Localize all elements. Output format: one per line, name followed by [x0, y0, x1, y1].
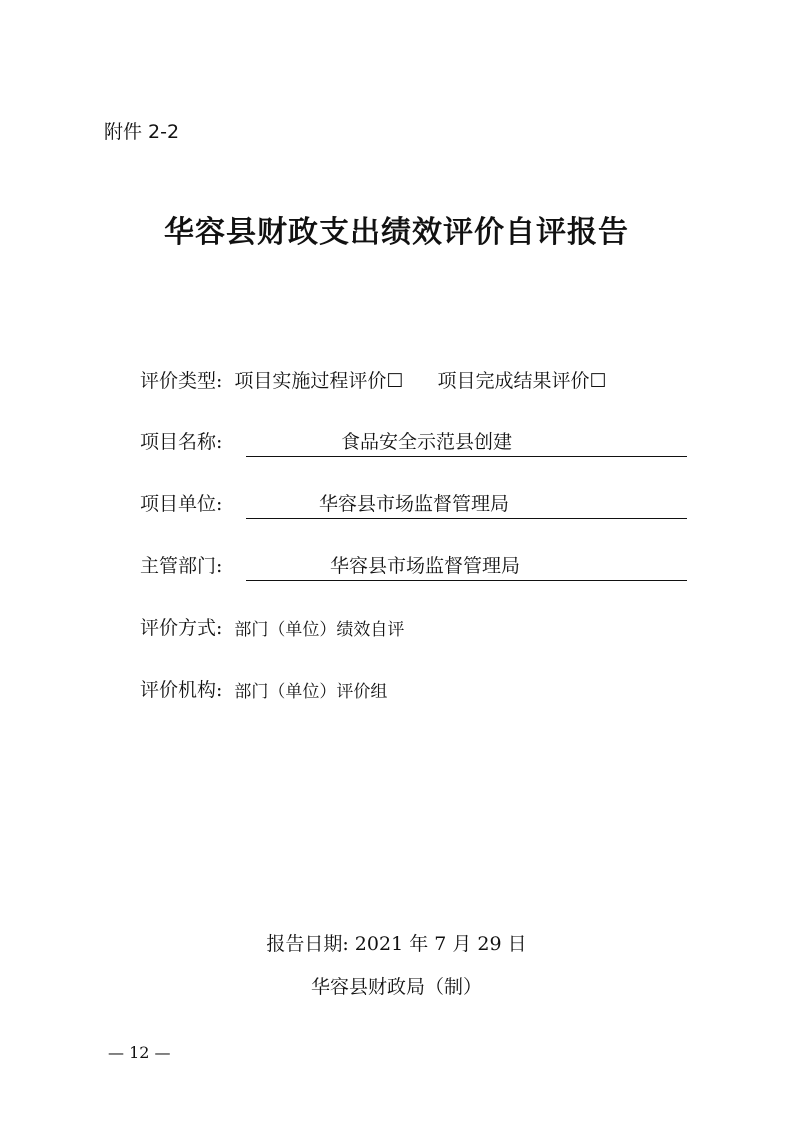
eval-type-row — [140, 366, 607, 393]
report-date: 报告日期: 2021 年 7 月 29 日 — [266, 933, 527, 955]
attachment-label: 附件 2-2 — [104, 121, 180, 143]
eval-type-option-process: 项目实施过程评价☐ — [234, 370, 404, 392]
issuer: 华容县财政局（制） — [310, 976, 482, 998]
project-unit-value: 华容县市场监督管理局 — [319, 493, 510, 515]
supervisor-field — [246, 552, 687, 581]
project-unit-label: 项目单位: — [140, 493, 223, 515]
eval-method-label: 评价方式: — [140, 617, 223, 639]
eval-org-row — [140, 675, 387, 702]
eval-method-value: 部门（单位）绩效自评 — [234, 620, 405, 640]
project-unit-row — [140, 490, 700, 516]
project-name-row — [140, 428, 700, 454]
page-number: — 12 — — [108, 1043, 171, 1062]
eval-type-option-result: 项目完成结果评价☐ — [437, 370, 607, 392]
project-name-value: 食品安全示范县创建 — [341, 431, 513, 453]
supervisor-value: 华容县市场监督管理局 — [330, 555, 521, 577]
eval-org-value: 部门（单位）评价组 — [234, 682, 388, 702]
project-name-label: 项目名称: — [140, 431, 223, 453]
supervisor-row — [140, 552, 700, 578]
supervisor-label: 主管部门: — [140, 555, 223, 577]
project-name-field — [246, 428, 687, 457]
eval-org-label: 评价机构: — [140, 679, 223, 701]
page-title: 华容县财政支出绩效评价自评报告 — [164, 215, 629, 250]
eval-type-label: 评价类型: — [140, 370, 223, 392]
eval-method-row — [140, 613, 404, 640]
project-unit-field — [246, 490, 687, 519]
